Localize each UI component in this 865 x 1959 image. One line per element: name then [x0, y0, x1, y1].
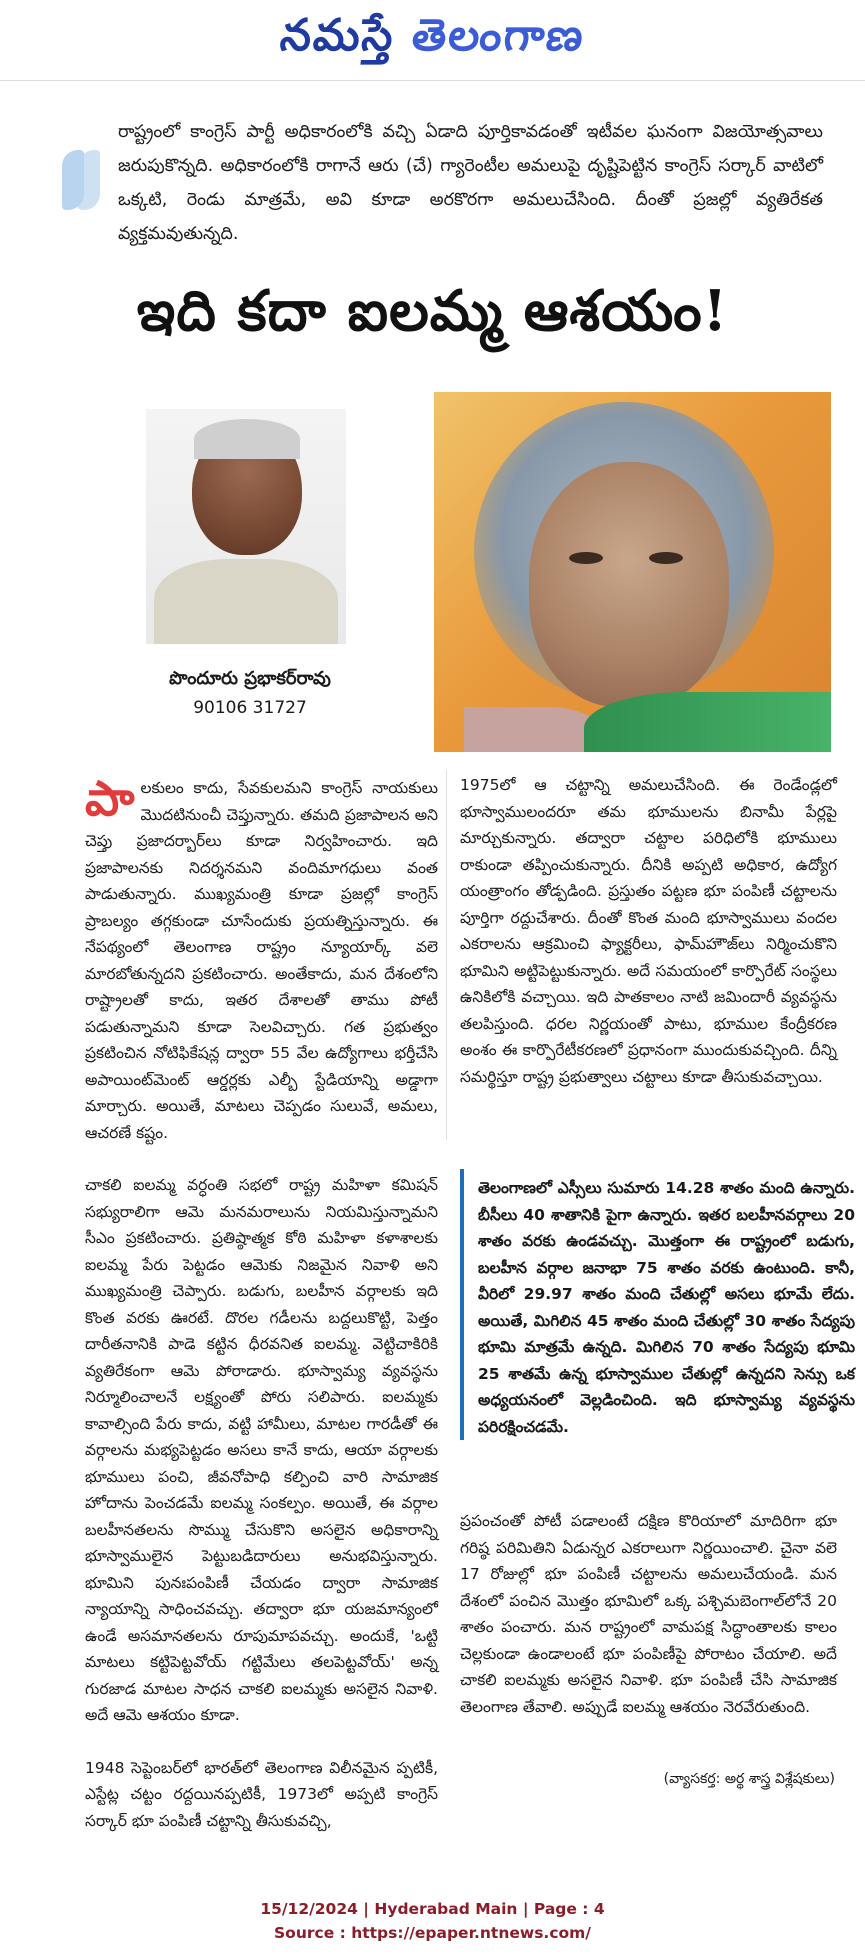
footer-edition: 15/12/2024 | Hyderabad Main | Page : 4 — [260, 1900, 605, 1918]
author-name: పొందూరు ప్రభాకర్‌రావు — [169, 668, 331, 689]
footer-source: Source : https://epaper.ntnews.com/ — [274, 1924, 591, 1942]
intro-summary: రాష్ట్రంలో కాంగ్రెస్ పార్టీ అధికారంలోకి వచ్చి ఏడాది పూర్తికావడంతో ఇటీవల ఘనంగా విజయోత్సవాలు జరుపుకొన్నది. అధికారంలోకి రాగానే ఆరు (చే) గ్యారెంటీల అమలుపై దృష్టిపెట్టిన కాంగ్రెస్ సర్కార్ వాటిలో ఒక్కటి, రెండు మాత్రమే, అవి కూడా అరకొరగా అమలుచేసింది. దీంతో ప్రజల్లో వ్యతిరేకత వ్యక్తమవుతున్నది. — [118, 122, 823, 244]
article-column-2-bottom — [460, 1508, 837, 1720]
masthead-part2: తెలంగాణ — [409, 10, 588, 61]
col1-paragraph-3: 1948 సెప్టెంబర్‌లో భారత్‌లో తెలంగాణ విలీనమైన ప్పటికీ, ఎస్టేట్ల చట్టం రద్దయినప్పటికీ, 1973లో అప్పటి కాంగ్రెస్ సర్కార్ భూ పంపిణీ చట్టాన్ని తీసుకువచ్చి, — [85, 1758, 438, 1830]
author-designation: (వ్యాసకర్త: అర్థ శాస్త్ర విశ్లేషకులు) — [663, 1771, 835, 1787]
article-column-1 — [85, 771, 438, 1834]
headline: ఇది కదా ఐలమ్మ ఆశయం! — [136, 278, 729, 344]
ilamma-portrait — [434, 392, 831, 752]
masthead-part1: నమస్తే — [278, 10, 416, 61]
statistics-box: తెలంగాణలో ఎస్సీలు సుమారు 14.28 శాతం మంది ఉన్నారు. బీసీలు 40 శాతానికి పైగా ఉన్నారు. ఇతర బలహీనవర్గాలు 20 శాతం వరకు ఉండవచ్చు. మొత్తంగా ఈ రాష్ట్రంలో బడుగు, బలహీన వర్గాల జనాభా 75 శాతం వరకు ఉంటుంది. కానీ, వీరిలో 29.97 శాతం మంది చేతుల్లో అసలు భూమే లేదు. అయితే, మిగిలిన 45 శాతం మంది చేతుల్లో 30 శాతం సేద్యపు భూమి మాత్రమే ఉన్నది. మిగిలిన 70 శాతం సేద్యపు భూమి 25 శాతమే ఉన్న భూస్వాముల చేతుల్లో ఉన్నదని సెన్సు ఒక అధ్యయనంలో వెల్లడించింది. ఇది భూస్వామ్య వ్యవస్థను పరిరక్షించడమే. — [460, 1169, 855, 1440]
quote-icon — [62, 150, 100, 230]
col2-paragraph-2: ప్రపంచంతో పోటీ పడాలంటే దక్షిణ కొరియాలో మాదిరిగా భూ గరిష్ఠ పరిమితిని ఏడున్నర ఎకరాలుగా నిర్ణయించాలి. చైనా వలె 17 రోజుల్లో భూ పంపిణీ చట్టాలను అమలుచేయండి. మన దేశంలో పంచిన మొత్తం భూమిలో ఒక్క పశ్చిమబెంగాల్‌లోనే 20 శాతం పంచారు. మన రాష్ట్రంలో వామపక్ష సిద్ధాంతాలకు కాలం చెల్లకుండా ఉండాలంటే భూ పంపిణీపై పోరాటం చేయాలి. అదే చాకలి ఐలమ్మకు అసలైన నివాళి. భూ పంపిణీ చేసి సామాజిక తెలంగాణ తేవాలి. అప్పుడే ఐలమ్మ ఆశయం నెరవేరుతుంది. — [460, 1512, 837, 1716]
column-divider — [446, 770, 447, 1140]
col2-paragraph-1: 1975లో ఆ చట్టాన్ని అమలుచేసింది. ఈ రెండేండ్లలో భూస్వాములందరూ తమ భూములను బినామీ పేర్లపై మార్చుకున్నారు. తద్వారా చట్టాల పరిధిలోకి భూములు రాకుండా తప్పించుకున్నారు. దీనికి అప్పటి అధికార, ఉద్యోగ యంత్రాంగం తోడ్పడింది. ప్రస్తుతం పట్టణ భూ పంపిణీ చట్టాలను పూర్తిగా రద్దుచేశారు. దీంతో కొంత మంది భూస్వాములు వందల ఎకరాలను ఆక్రమించి ఫ్యాక్టరీలు, ఫామ్‌హౌజ్‌లు నిర్మించుకొని భూమిని అట్టిపెట్టుకున్నారు. అదే సమయంలో కార్పొరేట్ సంస్థలు ఉనికిలోకి వచ్చాయి. ఇది పాతకాలం నాటి జమిందారీ వ్యవస్థను తలపిస్తుంది. ధరల నిర్ణయంతో పాటు, భూముల కేంద్రీకరణ అంశం ఈ కార్పొరేటీకరణలో ప్రధానంగా ముందుకువచ్చింది. దీన్ని సమర్థిస్తూ రాష్ట్ర ప్రభుత్వాలు చట్టాలు కూడా తీసుకువచ్చాయి. — [460, 776, 837, 1086]
article-column-2-top — [460, 772, 837, 1090]
author-photo — [146, 409, 346, 644]
col1-paragraph-1: లకులం కాదు, సేవకులమని కాంగ్రెస్ నాయకులు మొదటినుంచీ చెప్తున్నారు. తమది ప్రజాపాలన అని చెప్తు ప్రజాదర్బార్‌లు కూడా నిర్వహించారు. ఇది ప్రజాపాలనకు నిదర్శనమని వందిమాగధులు వంత పాడుతున్నారు. ముఖ్యమంత్రి కూడా ప్రజల్లో కాంగ్రెస్ ప్రాబల్యం తగ్గకుండా చూసేందుకు ప్రయత్నిస్తున్నారు. ఈ నేపథ్యంలో తెలంగాణ రాష్ట్రం న్యూయార్క్ వలె మారబోతున్నదని ప్రకటించారు. అంతేకాదు, మన దేశంలోని రాష్ట్రాలతో కాదు, ఇతర దేశాలతో తాము పోటీ పడుతున్నామని కూడా సెలవిచ్చారు. గత ప్రభుత్వం ప్రకటించిన నోటిఫికేషన్ల ద్వారా 55 వేల ఉద్యోగాలు భర్తీచేసి అపాయింట్‌మెంట్ ఆర్డర్లకు ఎల్బీ స్టేడియాన్ని అడ్డాగా మార్చారు. అయితే, మాటలు చెప్పడం సులువే, అమలు, ఆచరణే కష్టం. — [85, 779, 438, 1142]
masthead-divider — [0, 80, 865, 81]
col1-paragraph-2: చాకలి ఐలమ్మ వర్ధంతి సభలో రాష్ట్ర మహిళా కమిషన్ సభ్యురాలిగా ఆమె మనమరాలును నియమిస్తున్నామని సీఎం ప్రకటించారు. ప్రతిష్ఠాత్మక కోఠి మహిళా కళాశాలకు ఐలమ్మ పేరు పెట్టడం ఆమెకు నిజమైన నివాళి అని ముఖ్యమంత్రి చెప్పారు. బడుగు, బలహీన వర్గాలకు ఇది కొంత వరకు ఊరటే. దొరల గడీలను బద్దలుకొట్టి, పెత్తం దారీతనానికి పాడె కట్టిన ధీరవనిత ఐలమ్మ. వెట్టిచాకిరికి వ్యతిరేకంగా ఆమె పోరాడారు. భూస్వామ్య వ్యవస్థను నిర్మూలించాలనే లక్ష్యంతో పోరు సలిపారు. ఐలమ్మకు కావాల్సింది పేరు కాదు, వట్టి హామీలు, మాటల గారడీతో ఈ వర్గాలను మభ్యపెట్టడం అసలు కానే కాదు, ఆయా వర్గాలకు భూములు పంచి, జీవనోపాధి కల్పించి వారి సామాజిక హోదాను పెంచడమే ఐలమ్మ సంకల్పం. అయితే, ఈ వర్గాల బలహీనతలను సొమ్ము చేసుకొని అసలైన అధికారాన్ని భూస్వాములైన పెట్టుబడిదారులు అనుభవిస్తున్నారు. భూమిని పునఃపంపిణీ చేయడం ద్వారా సామాజిక న్యాయాన్ని సాధించవచ్చు. తద్వారా భూ యజమాన్యంలో ఉండే అసమానతలను రూపుమాపవచ్చు. అందుకే, 'ఒట్టి మాటలు కట్టిపెట్టవోయ్ గట్టిమేలు తలపెట్టవోయ్' అన్న గురజాడ మాటల సాధన చాకలి ఐలమ్మకు అసలైన నివాళి. అదే ఆమె ఆశయం కూడా. — [85, 1176, 438, 1724]
masthead — [0, 10, 865, 72]
masthead-logo — [277, 10, 588, 72]
dropcap: పా — [85, 771, 135, 827]
author-phone: 90106 31727 — [193, 698, 307, 718]
